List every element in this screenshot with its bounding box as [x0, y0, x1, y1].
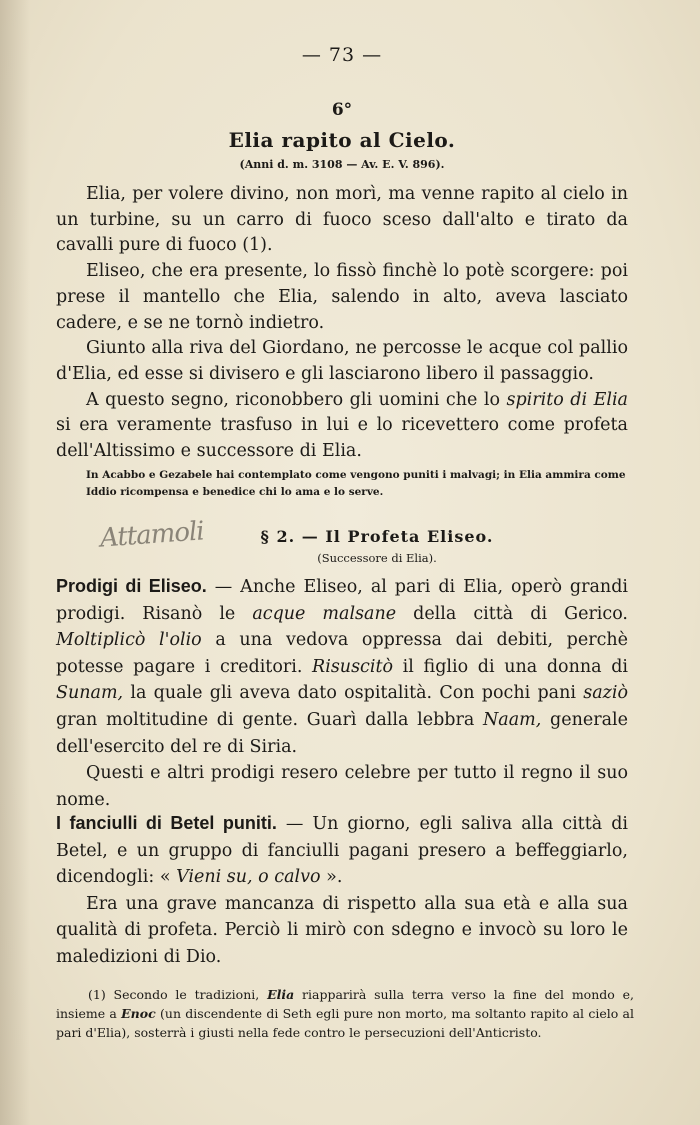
- footnote: (1) Secondo le tradizioni, Elia riapparirà sulla terra verso la fine del mondo e, insieme a Enoc (un discendente di Seth egli pure non morto, ma soltanto rapito al cielo al pari d'Elia), sosterrà i giusti nella fede contro le persecuzioni dell'Anticristo.: [56, 987, 635, 1040]
- paragraph: A questo segno, riconobbero gli uomini che lo spirito di Elia si era veramente trasfuso in lui e lo ricevettero come profeta dell'Altissimo e successore di Elia.: [56, 389, 628, 462]
- paragraph: Era una grave mancanza di rispetto alla sua età e alla sua qualità di profeta. Perciò li mirò con sdegno e invocò su loro le maledizioni di Dio.: [56, 893, 628, 967]
- paragraph-heading: I fanciulli di Betel puniti.: [56, 813, 277, 833]
- chapter-title: Elia rapito al Cielo.: [228, 128, 456, 152]
- paragraph: Eliseo, che era presente, lo fissò finchè lo potè scorgere: poi prese il mantello che Elia, salendo in alto, aveva lasciato cadere, e se ne tornò indietro.: [56, 261, 628, 333]
- paragraph: Giunto alla riva del Giordano, ne percosse le acque col pallio d'Elia, ed esse si divisero e gli lasciarono libero il passaggio.: [56, 338, 628, 384]
- elia-text: [56, 182, 628, 465]
- paragraph: Questi e altri prodigi resero celebre per tutto il regno il suo nome.: [56, 763, 628, 810]
- paragraph: Elia, per volere divino, non morì, ma venne rapito al cielo in un turbine, su un carro di fuoco sceso dall'alto e tirato da cavalli pure di fuoco (1).: [56, 184, 628, 256]
- section-number: 6°: [331, 100, 353, 120]
- paragraph-heading: Prodigi di Eliseo.: [56, 576, 207, 596]
- page-edge-shadow: [0, 0, 30, 1125]
- page-number: — 73 —: [301, 44, 383, 66]
- eliseo-text: [56, 573, 628, 813]
- section-subtitle: (Successore di Elia).: [317, 551, 437, 565]
- paragraph: I fanciulli di Betel puniti. — Un giorno, egli saliva alla città di Betel, e un gruppo di fanciulli pagani presero a beffeggiarlo, dicendogli: « Vieni su, o calvo ».: [56, 813, 628, 887]
- paragraph: Prodigi di Eliseo. — Anche Eliseo, al pari di Elia, operò grandi prodigi. Risanò le acque malsane della città di Gerico. Moltiplicò l'olio a una vedova oppressa dai debiti, perchè potesse pagare i creditori. Risuscitò il figlio di una donna di Sunam, la quale gli aveva dato ospitalità. Con pochi pani saziò gran moltitudine di gente. Guarì dalla lebbra Naam, generale dell'esercito del re di Siria.: [56, 576, 629, 757]
- moral-note: In Acabbo e Gezabele hai contemplato come vengono puniti i malvagi; in Elia ammira come Iddio ricompensa e benedice chi lo ama e lo serve.: [86, 469, 626, 498]
- chapter-dates: (Anni d. m. 3108 — Av. E. V. 896).: [239, 158, 445, 171]
- handwritten-annotation: Attamoli: [99, 516, 205, 554]
- fanciulli-text: [56, 810, 628, 970]
- emphasis: spirito di Elia: [506, 389, 628, 410]
- section-title: § 2. — Il Profeta Eliseo.: [260, 527, 494, 546]
